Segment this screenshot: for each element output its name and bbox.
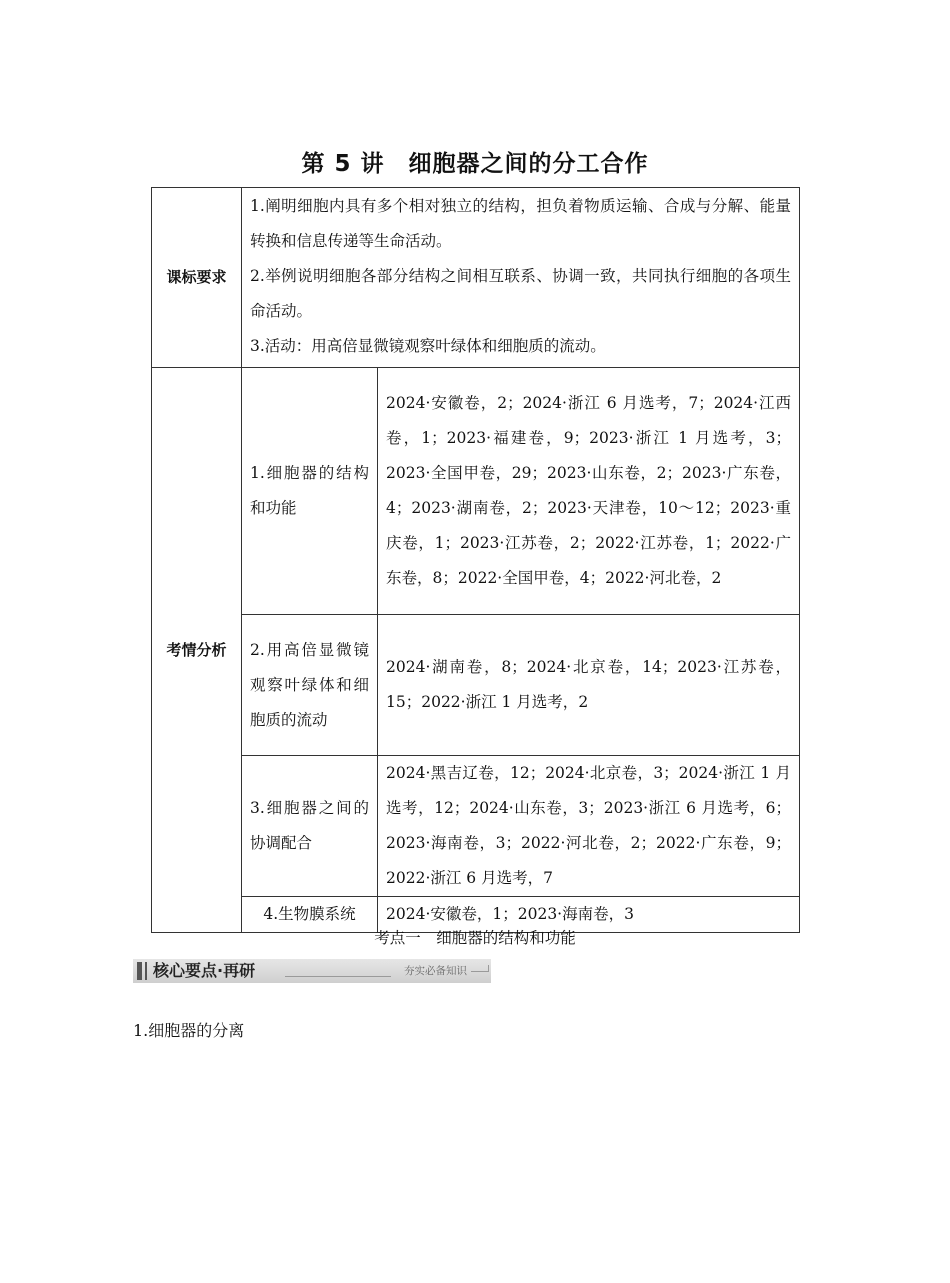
- subheading: 1.细胞器的分离: [133, 1021, 245, 1040]
- exam-cell: 2024·安徽卷，1；2023·海南卷，3: [378, 897, 800, 933]
- overview-table: [151, 187, 800, 933]
- banner-bar-icon: [137, 962, 142, 980]
- requirement-line: 3.活动：用高倍显微镜观察叶绿体和细胞质的流动。: [250, 337, 606, 355]
- page-title: 第 5 讲 细胞器之间的分工合作: [301, 151, 649, 177]
- banner-tail-line: [471, 971, 489, 972]
- section-banner: [133, 959, 491, 983]
- requirements-label: 课标要求: [152, 188, 242, 368]
- topic-cell: 2.用高倍显微镜观察叶绿体和细胞质的流动: [242, 615, 378, 756]
- table-row: [152, 368, 800, 615]
- banner-divider: [285, 976, 391, 977]
- requirements-content: [242, 188, 800, 368]
- exam-cell: 2024·黑吉辽卷，12；2024·北京卷，3；2024·浙江 1 月选考，12；2024·山东卷，3；2023·浙江 6 月选考，6；2023·海南卷，3；2022·河北卷，2；2022·广东卷，9；2022·浙江 6 月选考，7: [378, 756, 800, 897]
- banner-subtitle: 夯实必备知识: [404, 965, 467, 977]
- exam-cell: 2024·湖南卷，8；2024·北京卷，14；2023·江苏卷，15；2022·浙江 1 月选考，2: [378, 615, 800, 756]
- banner-title: 核心要点·再研: [153, 961, 256, 980]
- exam-cell: 2024·安徽卷，2；2024·浙江 6 月选考，7；2024·江西卷，1；2023·福建卷，9；2023·浙江 1 月选考，3；2023·全国甲卷，29；2023·山东卷，2；2023·广东卷，4；2023·湖南卷，2；2023·天津卷，10～12；2023·重庆卷，1；2023·江苏卷，2；2022·江苏卷，1；2022·广东卷，8；2022·全国甲卷，4；2022·河北卷，2: [378, 368, 800, 615]
- table-row: [152, 615, 800, 756]
- topic-cell: 4.生物膜系统: [242, 897, 378, 933]
- section-title: 考点一 细胞器的结构和功能: [374, 929, 576, 947]
- analysis-label: 考情分析: [152, 368, 242, 933]
- banner-tail-tick: [488, 965, 489, 972]
- table-row: [152, 188, 800, 368]
- requirement-line: 1.阐明细胞内具有多个相对独立的结构，担负着物质运输、合成与分解、能量转换和信息传递等生命活动。: [250, 197, 792, 250]
- table-row: [152, 756, 800, 897]
- banner-bar-icon: [145, 962, 147, 980]
- topic-cell: 1.细胞器的结构和功能: [242, 368, 378, 615]
- requirement-line: 2.举例说明细胞各部分结构之间相互联系、协调一致，共同执行细胞的各项生命活动。: [250, 267, 792, 320]
- topic-cell: 3.细胞器之间的协调配合: [242, 756, 378, 897]
